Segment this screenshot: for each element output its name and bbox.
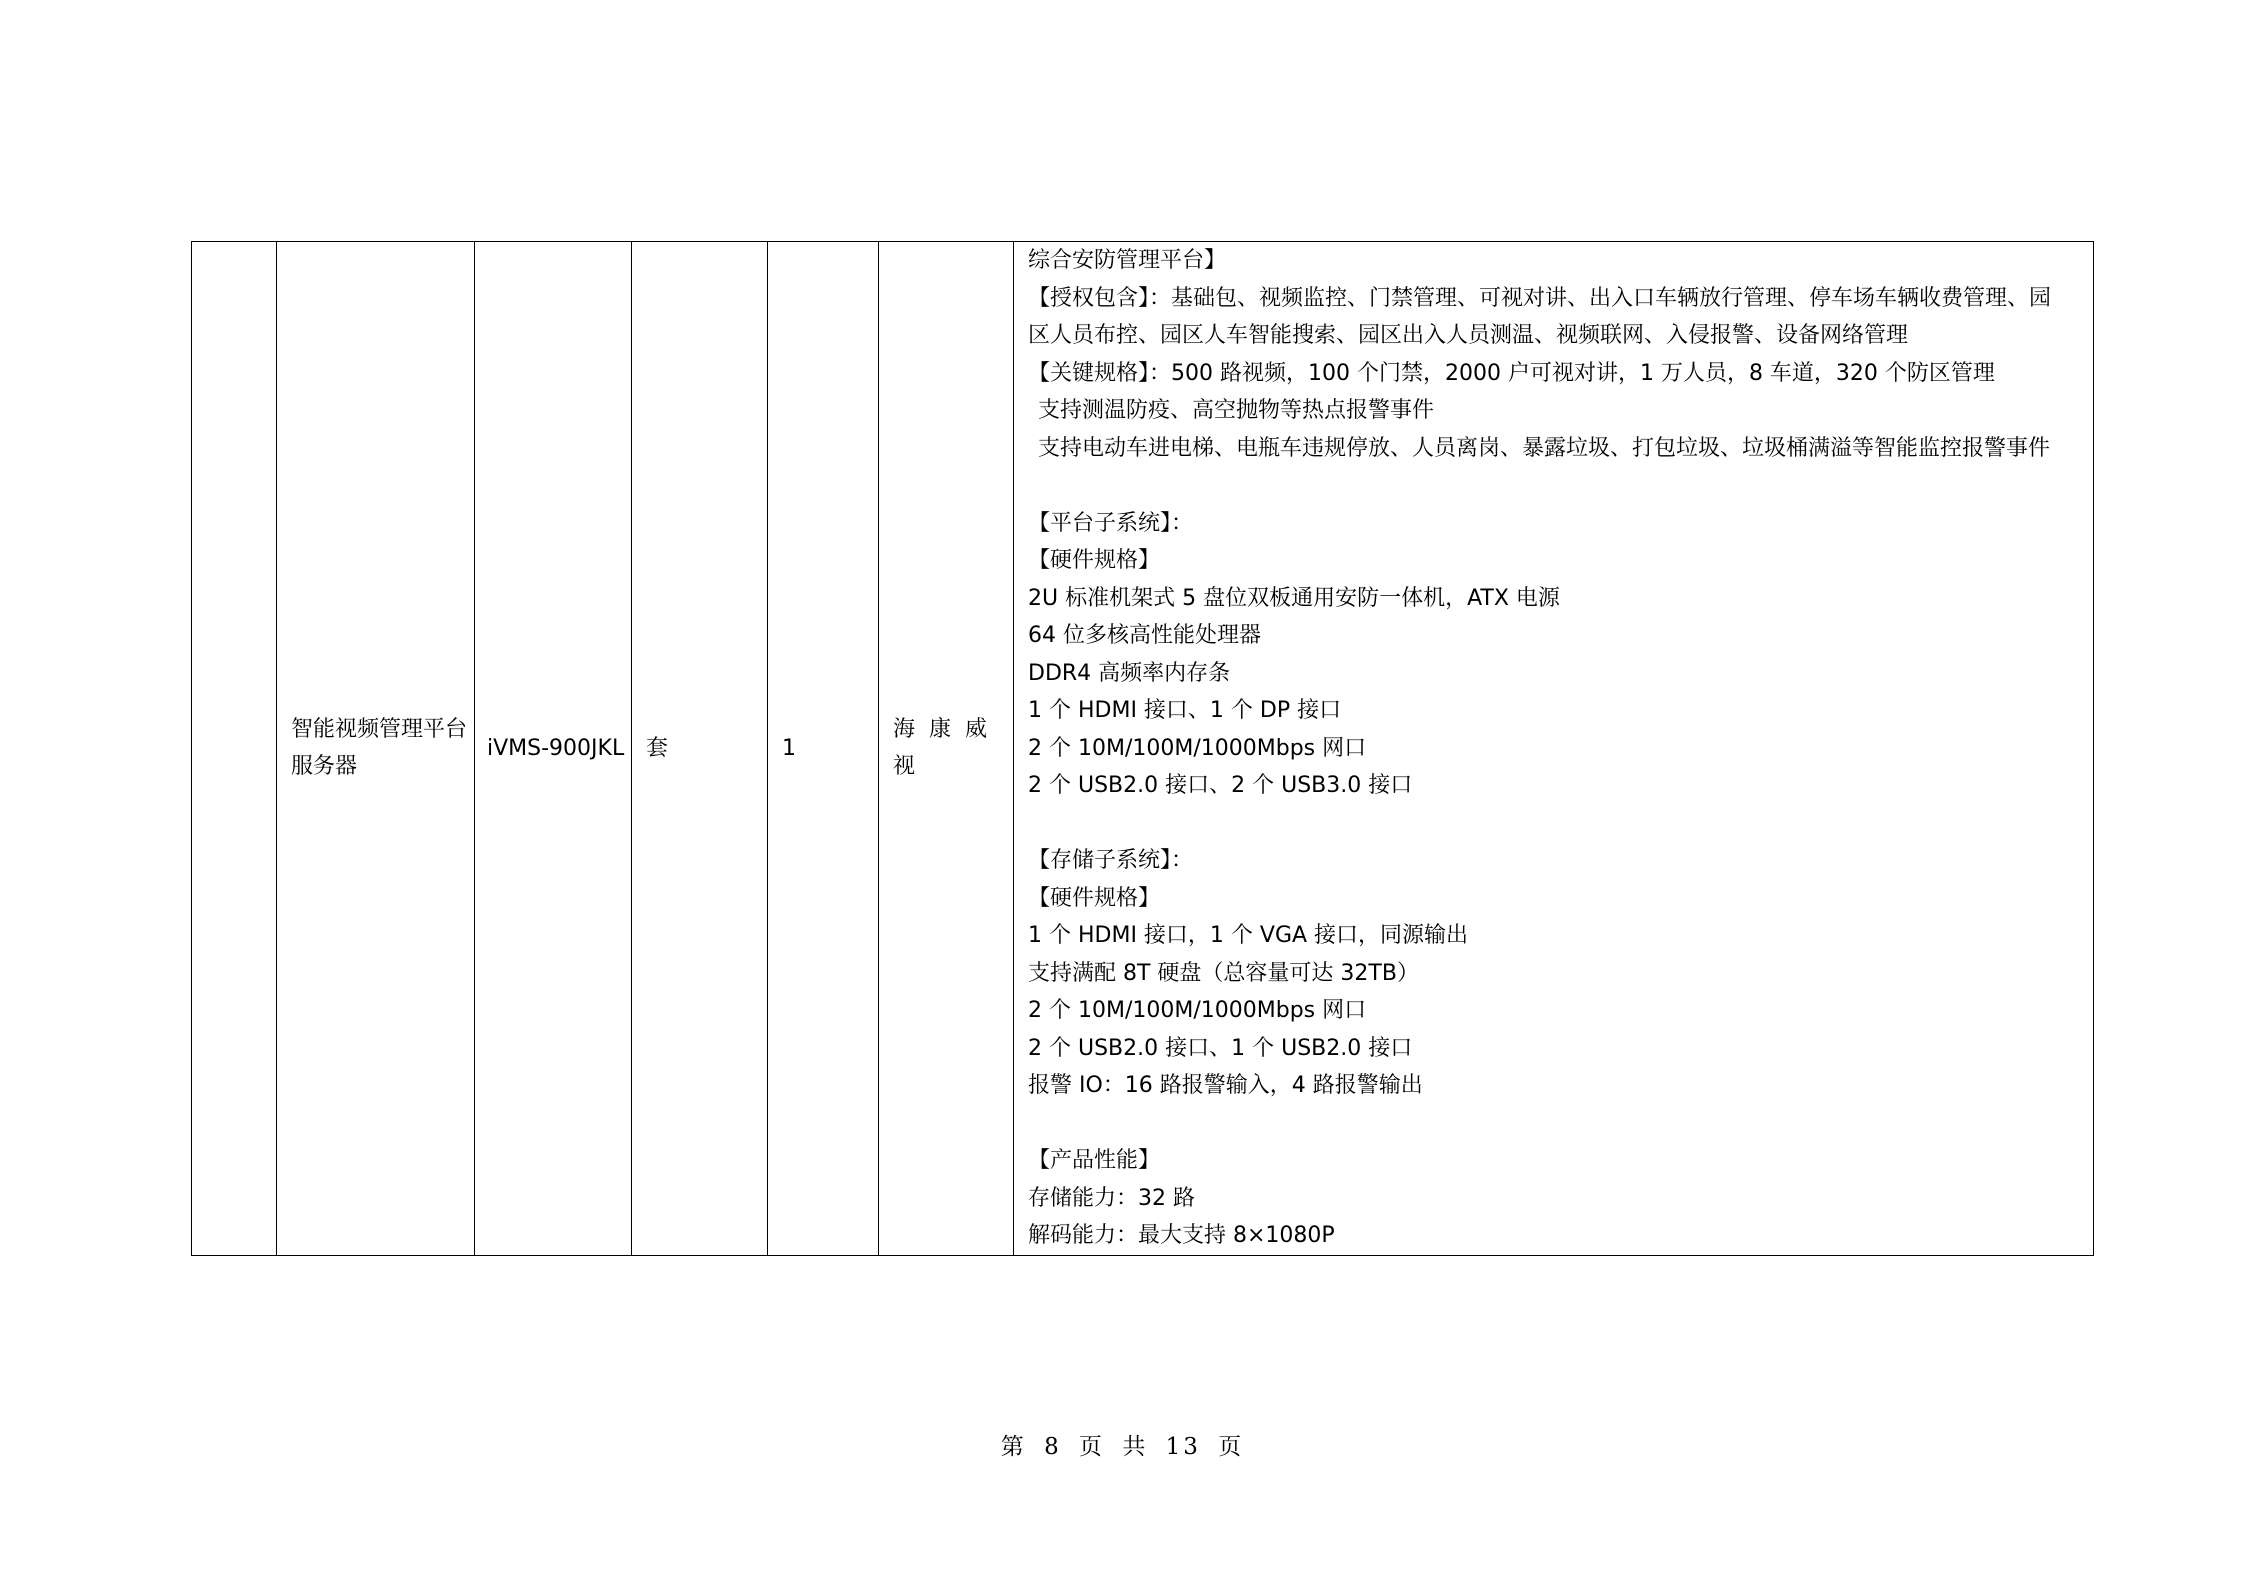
spec-cell [1014,242,2094,1256]
spec-table [191,241,2094,1256]
spec-line: 2 个 USB2.0 接口、2 个 USB3.0 接口 [1028,773,1413,798]
spec-line: 解码能力：最大支持 8×1080P [1028,1223,1335,1248]
spec-line: 2 个 10M/100M/1000Mbps 网口 [1028,735,1367,761]
table-row [192,242,2094,1256]
spec-line: 区人员布控、园区人车智能搜索、园区出入人员测温、视频联网、入侵报警、设备网络管理 [1028,323,1909,348]
spec-line: 2 个 USB2.0 接口、1 个 USB2.0 接口 [1028,1035,1413,1061]
page-number-footer: 第 8 页 共 13 页 [1000,1434,1245,1460]
spec-line: 【硬件规格】 [1028,885,1161,911]
brand-name: 海康威视 [893,716,1002,780]
spec-line: 存储能力：32 路 [1028,1185,1195,1211]
spec-line: 64 位多核高性能处理器 [1028,623,1261,648]
spec-line: 支持满配 8T 硬盘（总容量可达 32TB） [1028,960,1419,986]
product-name: 智能视频管理平台服务器 [291,716,468,780]
spec-line: 【授权包含】：基础包、视频监控、门禁管理、可视对讲、出入口车辆放行管理、停车场车辆收费管理、园 [1028,285,2052,311]
spec-line: 【存储子系统】： [1028,848,1194,873]
spec-list [1028,242,2093,1255]
quantity-cell: 1 [768,242,879,1256]
spec-line [1028,805,2093,843]
spec-line: 2 个 10M/100M/1000Mbps 网口 [1028,998,1367,1023]
spec-line [1028,1105,2093,1143]
spec-line: DDR4 高频率内存条 [1028,660,1231,686]
unit-cell: 套 [632,242,768,1256]
spec-line: 综合安防管理平台】 [1028,248,1227,273]
spec-line: 1 个 HDMI 接口，1 个 VGA 接口，同源输出 [1028,923,1469,948]
spec-line: 报警 IO：16 路报警输入，4 路报警输出 [1028,1073,1423,1098]
model-cell [475,242,632,1256]
spec-line: 【产品性能】 [1028,1148,1161,1173]
spec-line: 【关键规格】：500 路视频，100 个门禁，2000 户可视对讲，1 万人员，8 车道，320 个防区管理 [1028,360,1995,386]
spec-line: 【硬件规格】 [1028,548,1161,573]
spec-line: 【平台子系统】： [1028,510,1194,536]
model-number: iVMS-900JKL [487,735,625,761]
spec-line: 1 个 HDMI 接口、1 个 DP 接口 [1028,698,1342,723]
product-name-cell [277,242,475,1256]
spec-line: 2U 标准机架式 5 盘位双板通用安防一体机，ATX 电源 [1028,585,1560,611]
brand-cell [879,242,1014,1256]
index-cell [192,242,277,1256]
spec-line: 支持电动车进电梯、电瓶车违规停放、人员离岗、暴露垃圾、打包垃圾、垃圾桶满溢等智能监控报警事件 [1038,435,2051,461]
spec-line [1028,467,2093,505]
spec-line: 支持测温防疫、高空抛物等热点报警事件 [1038,398,1435,423]
